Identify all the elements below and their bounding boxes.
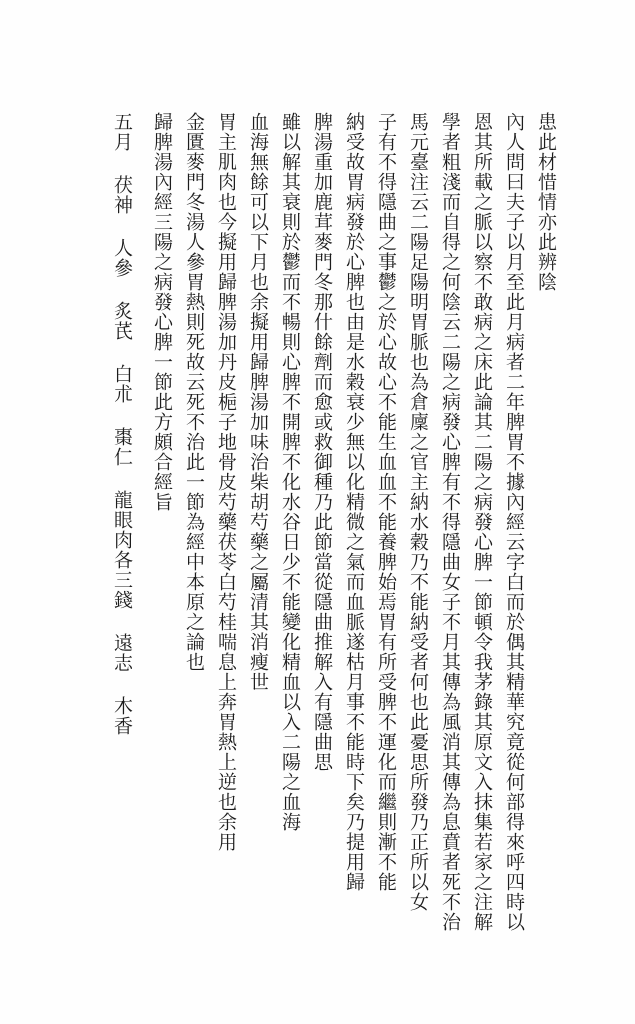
text-column-10: 血海無餘可以下月也余擬用歸脾湯加味治柴胡芍藥之屬清其消瘦世 [247,112,269,692]
text-column-11: 胃主肌肉也今擬用歸脾湯加丹皮梔子地骨皮芍藥茯苓白芍桂喘息上奔胃熱上逆也余用 [215,112,237,852]
text-column-12: 金匱麥門冬湯人參胃熱則死故云死不治此一節為經中本原之論也 [183,112,205,672]
text-column-1: 患此材惜情亦此辨陰 [535,112,557,292]
manuscript-text-block [70,112,560,932]
text-column-8: 脾湯重加鹿茸麥門冬那什餘劑而愈或救御種乃此節當從隱曲推解入有隱曲思 [311,112,333,772]
text-column-7: 納受故胃病發於心脾也由是水穀衰少無以化精微之氣而血脈遂枯月事不能時下矣乃提用歸 [343,112,365,892]
text-column-5: 馬元臺注云二陽足陽明胃脈也為倉廩之官主納水穀乃不能納受者何也此憂思所發乃正所以女 [407,112,429,912]
prescription-column: 五月 茯神 人參 炙芪 白朮 棗仁 龍眼肉各三錢 遠志 木香 [111,112,133,736]
text-column-6: 子有不得隱曲之事鬱之於心故心不能生血血不能養脾始焉胃有所受脾不運化而繼則漸不能 [375,112,397,892]
text-column-2: 內人問曰夫子以月至此月病者二年脾胃不據內經云字白而於偶其精華究竟從何部得來呼四時以 [503,112,525,932]
text-column-9: 雖以解其衰則於鬱而不暢則心脾不開脾不化水谷日少不能變化精血以入二陽之血海 [279,112,301,832]
text-column-4: 學者粗淺而自得之何陰云二陽之病發心脾有不得隱曲女子不月其傳為風消其傳為息賁者死不治 [439,112,461,932]
text-column-13: 歸脾湯內經三陽之病發心脾一節此方頗合經旨 [151,112,173,512]
text-column-3: 恩其所載之脈以察不敢病之床此論其二陽之病發心脾一節頓令我茅錄其原文入抹集若家之注解 [471,112,493,932]
